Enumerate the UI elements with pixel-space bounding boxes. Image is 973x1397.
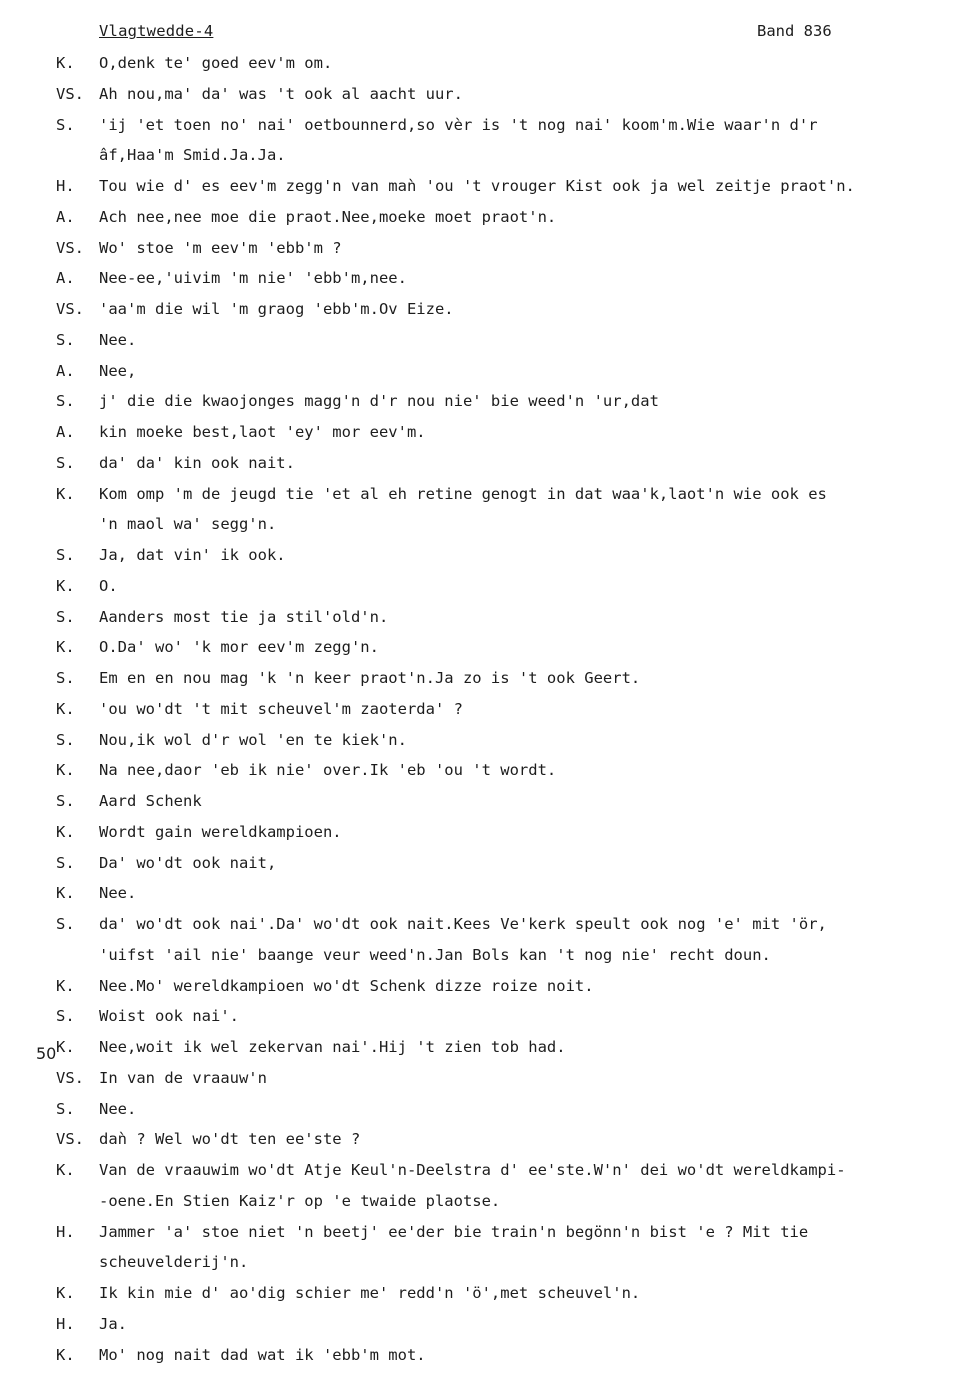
speaker-label: H. bbox=[56, 177, 75, 195]
speaker-label: A. bbox=[56, 269, 75, 288]
line-text: Aard Schenk bbox=[99, 792, 202, 810]
speaker-label: A. bbox=[56, 207, 75, 226]
speaker-label: VS. bbox=[56, 84, 84, 103]
line-text: O.Da' wo' 'k mor eev'm zegg'n. bbox=[99, 638, 379, 657]
speaker-label: S. bbox=[56, 669, 75, 687]
transcript-line bbox=[0, 1217, 973, 1248]
line-text: Tou wie d' es eev'm zegg'n van maǹ 'ou 't vrouger Kist ook ja wel zeitje praot'n. bbox=[99, 177, 855, 195]
speaker-label: S. bbox=[56, 453, 75, 472]
speaker-label: K. bbox=[56, 576, 75, 595]
transcript-line bbox=[0, 786, 973, 817]
line-text: j' die die kwaojonges magg'n d'r nou nie' bie weed'n 'ur,dat bbox=[99, 392, 659, 411]
speaker-label: A. bbox=[56, 361, 75, 380]
transcript-line bbox=[0, 48, 973, 79]
transcript-line bbox=[0, 663, 973, 694]
transcript-line bbox=[0, 571, 973, 602]
line-text: da' da' kin ook nait. bbox=[99, 453, 295, 472]
speaker-label: S. bbox=[56, 330, 75, 349]
line-text: 'aa'm die wil 'm graog 'ebb'm.Ov Eize. bbox=[99, 300, 454, 318]
line-text: Wo' stoe 'm eev'm 'ebb'm ? bbox=[99, 238, 342, 257]
speaker-label: K. bbox=[56, 54, 75, 72]
transcript-line bbox=[0, 1278, 973, 1309]
transcript-line bbox=[0, 356, 973, 387]
speaker-label: K. bbox=[56, 761, 75, 780]
speaker-label: K. bbox=[56, 1284, 75, 1302]
line-text: Kom omp 'm de jeugd tie 'et al eh retine genogt in dat waa'k,laot'n wie ook es bbox=[99, 484, 827, 503]
speaker-label: S. bbox=[56, 915, 75, 933]
speaker-label: K. bbox=[56, 638, 75, 657]
speaker-label: S. bbox=[56, 607, 75, 626]
transcript-line bbox=[0, 417, 973, 448]
line-text: daǹ ? Wel wo'dt ten ee'ste ? bbox=[99, 1130, 361, 1149]
transcript-line bbox=[0, 1247, 973, 1278]
speaker-label: H. bbox=[56, 1314, 75, 1333]
speaker-label: S. bbox=[56, 730, 75, 749]
transcript-line bbox=[0, 1155, 973, 1186]
speaker-label: A. bbox=[56, 423, 75, 441]
line-text: Em en en nou mag 'k 'n keer praot'n.Ja zo is 't ook Geert. bbox=[99, 669, 641, 687]
transcript-line bbox=[0, 848, 973, 879]
transcript-line bbox=[0, 817, 973, 848]
band-number: Band 836 bbox=[757, 22, 832, 40]
transcript-line bbox=[0, 79, 973, 110]
speaker-label: K. bbox=[56, 884, 75, 903]
margin-line-number: 50 bbox=[36, 1044, 57, 1063]
speaker-label: S. bbox=[56, 392, 75, 411]
line-text: 'ij 'et toen no' nai' oetbounnerd,so vèr is 't nog nai' koom'm.Wie waar'n d'r bbox=[99, 115, 818, 134]
line-text: Nee, bbox=[99, 361, 137, 380]
document-title: Vlagtwedde-4 bbox=[99, 22, 214, 40]
speaker-label: K. bbox=[56, 822, 75, 841]
speaker-label: H. bbox=[56, 1222, 75, 1241]
line-text: Van de vraauwim wo'dt Atje Keul'n-Deelstra d' ee'ste.W'n' dei wo'dt wereldkampi- bbox=[99, 1161, 846, 1179]
transcript-lines bbox=[0, 48, 973, 1370]
transcript-line bbox=[0, 202, 973, 233]
transcript-line bbox=[0, 1001, 973, 1032]
line-text: Ik kin mie d' ao'dig schier me' redd'n 'ö',met scheuvel'n. bbox=[99, 1284, 641, 1302]
line-text: Nee. bbox=[99, 884, 137, 903]
speaker-label: S. bbox=[56, 115, 75, 134]
line-text: âf,Haa'm Smid.Ja.Ja. bbox=[99, 146, 286, 165]
transcript-line bbox=[0, 1340, 973, 1371]
speaker-label: S. bbox=[56, 1007, 75, 1026]
line-text: kin moeke best,laot 'ey' mor eev'm. bbox=[99, 423, 426, 441]
line-text: Ja. bbox=[99, 1314, 127, 1333]
transcript-line bbox=[0, 1186, 973, 1217]
line-text: Nee. bbox=[99, 330, 137, 349]
transcript-line bbox=[0, 140, 973, 171]
line-text: O,denk te' goed eev'm om. bbox=[99, 54, 333, 72]
speaker-label: K. bbox=[56, 699, 75, 718]
transcript-line bbox=[0, 509, 973, 540]
line-text: Nee,woit ik wel zekervan nai'.Hij 't zien tob had. bbox=[99, 1038, 566, 1056]
line-text: Nee-ee,'uivim 'm nie' 'ebb'm,nee. bbox=[99, 269, 407, 288]
transcript-line bbox=[0, 171, 973, 202]
transcript-line bbox=[0, 479, 973, 510]
speaker-label: VS. bbox=[56, 300, 84, 318]
line-text: Jammer 'a' stoe niet 'n beetj' ee'der bie train'n begönn'n bist 'e ? Mit tie bbox=[99, 1222, 809, 1241]
transcript-line bbox=[0, 909, 973, 940]
line-text: Ah nou,ma' da' was 't ook al aacht uur. bbox=[99, 84, 463, 103]
line-text: Nou,ik wol d'r wol 'en te kiek'n. bbox=[99, 730, 407, 749]
line-text: Ja, dat vin' ik ook. bbox=[99, 546, 286, 564]
transcript-line bbox=[0, 725, 973, 756]
speaker-label: K. bbox=[56, 1038, 75, 1056]
transcript-line bbox=[0, 971, 973, 1002]
line-text: 'n maol wa' segg'n. bbox=[99, 515, 277, 534]
line-text: In van de vraauw'n bbox=[99, 1068, 267, 1087]
line-text: Mo' nog nait dad wat ik 'ebb'm mot. bbox=[99, 1345, 426, 1364]
speaker-label: S. bbox=[56, 546, 75, 564]
transcript-line bbox=[0, 878, 973, 909]
line-text: Wordt gain wereldkampioen. bbox=[99, 822, 342, 841]
speaker-label: S. bbox=[56, 853, 75, 872]
transcript-line bbox=[0, 448, 973, 479]
speaker-label: K. bbox=[56, 976, 75, 995]
speaker-label: S. bbox=[56, 792, 75, 810]
line-text: -oene.En Stien Kaiz'r op 'e twaide plaotse. bbox=[99, 1191, 501, 1210]
line-text: da' wo'dt ook nai'.Da' wo'dt ook nait.Kees Ve'kerk speult ook nog 'e' mit 'ör, bbox=[99, 915, 827, 933]
transcript-line bbox=[0, 294, 973, 325]
speaker-label: K. bbox=[56, 1345, 75, 1364]
transcript-line bbox=[0, 1094, 973, 1125]
line-text: Aanders most tie ja stil'old'n. bbox=[99, 607, 389, 626]
transcript-line bbox=[0, 632, 973, 663]
transcript-line bbox=[0, 602, 973, 633]
transcript-line bbox=[0, 325, 973, 356]
line-text: Da' wo'dt ook nait, bbox=[99, 853, 277, 872]
transcript-line bbox=[0, 694, 973, 725]
line-text: Nee.Mo' wereldkampioen wo'dt Schenk dizze roize noit. bbox=[99, 976, 594, 995]
speaker-label: VS. bbox=[56, 238, 84, 257]
transcript-line bbox=[0, 386, 973, 417]
line-text: O. bbox=[99, 576, 118, 595]
line-text: Nee. bbox=[99, 1099, 137, 1118]
transcript-line bbox=[0, 1124, 973, 1155]
transcript-line bbox=[0, 940, 973, 971]
line-text: 'uifst 'ail nie' baange veur weed'n.Jan Bols kan 't nog nie' recht doun. bbox=[99, 945, 771, 964]
line-text: Woist ook nai'. bbox=[99, 1007, 239, 1026]
transcript-line bbox=[0, 1309, 973, 1340]
speaker-label: K. bbox=[56, 484, 75, 503]
line-text: Na nee,daor 'eb ik nie' over.Ik 'eb 'ou 't wordt. bbox=[99, 761, 557, 780]
transcript-line bbox=[0, 110, 973, 141]
transcript-line bbox=[0, 263, 973, 294]
line-text: 'ou wo'dt 't mit scheuvel'm zaoterda' ? bbox=[99, 699, 463, 718]
transcript-line bbox=[0, 540, 973, 571]
speaker-label: K. bbox=[56, 1161, 75, 1179]
transcript-line bbox=[0, 755, 973, 786]
speaker-label: VS. bbox=[56, 1068, 84, 1087]
transcript-line bbox=[0, 1032, 973, 1063]
speaker-label: VS. bbox=[56, 1130, 84, 1149]
transcript-line bbox=[0, 1063, 973, 1094]
line-text: scheuvelderij'n. bbox=[99, 1253, 249, 1272]
speaker-label: S. bbox=[56, 1099, 75, 1118]
line-text: Ach nee,nee moe die praot.Nee,moeke moet praot'n. bbox=[99, 207, 557, 226]
transcript-line bbox=[0, 233, 973, 264]
